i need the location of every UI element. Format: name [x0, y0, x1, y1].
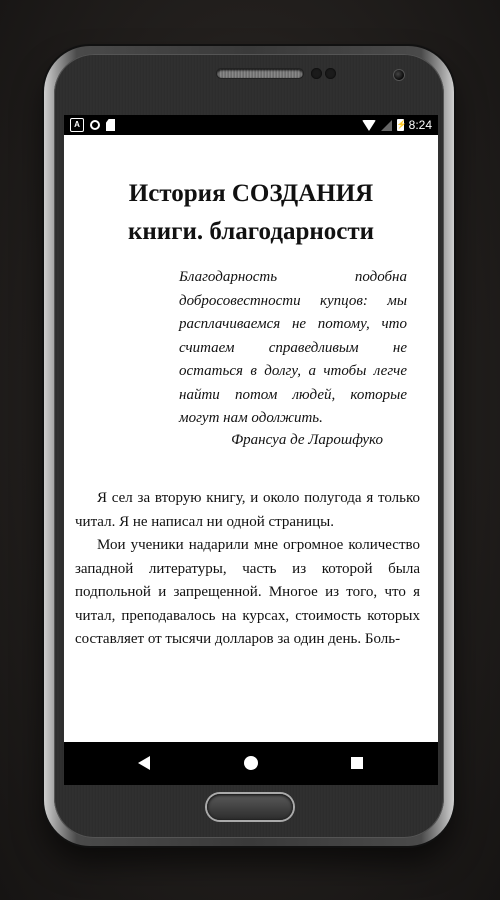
body-text	[75, 487, 420, 652]
status-bar	[64, 115, 438, 135]
front-camera-icon	[394, 70, 404, 80]
paragraph: Я сел за вторую книгу, и около полугода я только читал. Я не написал ни одной страницы.	[75, 490, 420, 530]
chapter-title-line-1: История СОЗДАНИЯ	[128, 180, 374, 207]
paragraph: Мои ученики надарили мне огромное количество западной литературы, часть из которой была подпольной и запрещенной. Многое из того, что я читал, преподавалось на курсах, стоимость которых составляет от тысячи долларов за один день. Боль-	[75, 537, 420, 647]
sd-card-icon	[106, 119, 115, 131]
home-icon[interactable]	[244, 756, 258, 770]
status-time: 8:24	[408, 118, 432, 132]
record-circle-icon	[90, 120, 100, 130]
chapter-title	[64, 175, 438, 251]
epigraph-text: Благодарность подобна добросовестности купцов: мы расплачиваемся не потому, что считаем справедливым не остаться в долгу, а чтобы легче найти потом людей, которые могут нам одолжить.	[179, 269, 407, 426]
status-left-icons	[70, 118, 115, 132]
navigation-bar	[64, 742, 438, 785]
wifi-icon	[362, 120, 376, 131]
app-a-icon: A	[70, 118, 84, 132]
status-right-icons	[362, 118, 432, 132]
cell-signal-icon	[381, 120, 392, 131]
reader-page[interactable]	[64, 135, 438, 742]
chapter-title-line-2: книги. благодарности	[127, 218, 375, 245]
physical-home-button[interactable]	[207, 794, 293, 820]
back-icon[interactable]	[138, 756, 150, 770]
screen	[64, 115, 438, 785]
earpiece-speaker	[217, 69, 303, 78]
epigraph-author: Франсуа де Ларошфуко	[231, 432, 383, 448]
light-sensor	[325, 68, 336, 79]
battery-charging-icon: ⚡	[396, 120, 407, 129]
recent-apps-icon[interactable]	[351, 757, 363, 769]
proximity-sensor	[311, 68, 322, 79]
